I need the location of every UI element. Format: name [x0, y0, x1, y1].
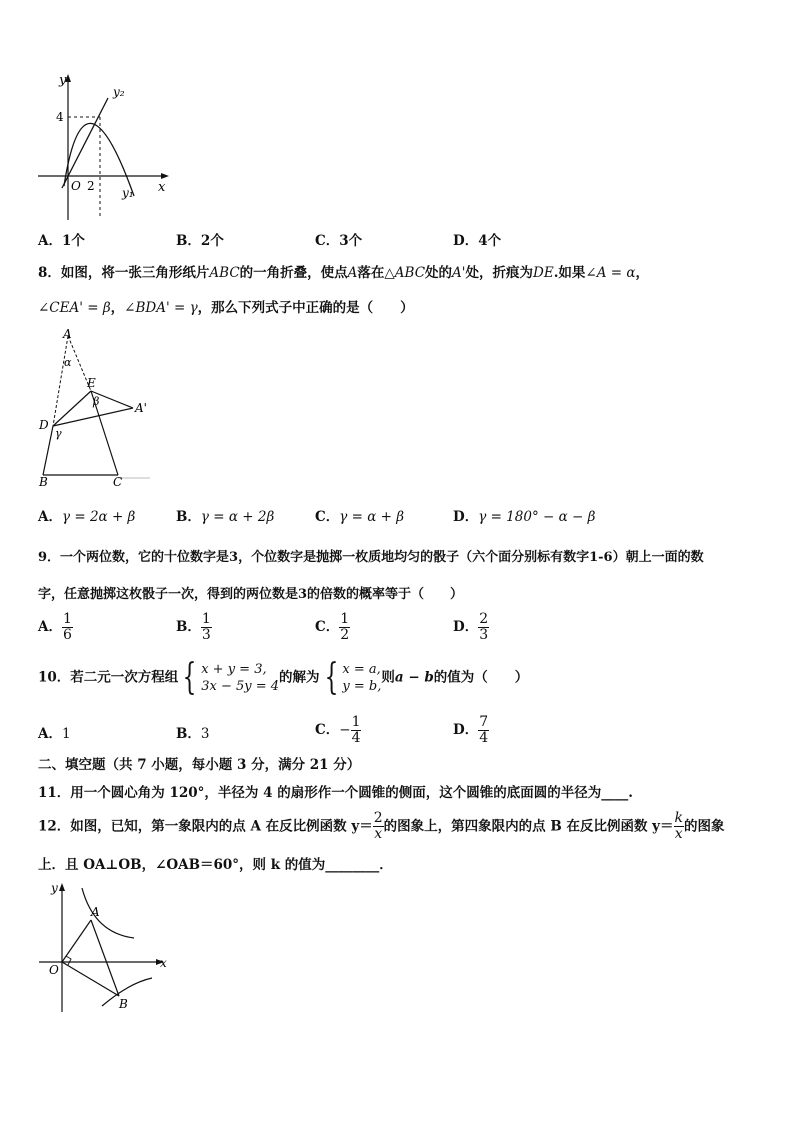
origin-label: O [71, 179, 81, 193]
q10-option-c[interactable] [315, 711, 361, 749]
q9-line1: 9．一个两位数，它的十位数字是3，个位数字是抛掷一枚质地均匀的骰子（六个面分别标有数字1-6）朝上一面的数 [38, 550, 704, 565]
q7-option-d[interactable] [453, 229, 501, 249]
numerator: k [674, 810, 683, 826]
q12-figure [34, 878, 174, 1018]
q10-option-a-letter: A． [38, 726, 62, 742]
q8-text: .如果 [553, 265, 586, 281]
fig-label-e: E [87, 376, 96, 390]
q9-option-c-fraction [339, 612, 350, 643]
q9-option-a-letter: A． [38, 619, 62, 635]
q7-option-d-letter: D． [453, 233, 479, 249]
q9-option-b-letter: B． [176, 619, 201, 635]
q8-angle-a: ∠A = α [585, 265, 636, 281]
q9-option-a[interactable] [38, 608, 73, 646]
x-axis-label: x [158, 180, 166, 195]
denominator: 3 [201, 627, 211, 643]
y1-label: y₁ [122, 186, 134, 200]
y2-label: y₂ [113, 85, 125, 99]
denominator: 2 [340, 627, 350, 643]
numerator: 1 [340, 611, 350, 627]
q8-triangle: △ABC [384, 265, 426, 281]
q12-fraction-k-over-x [674, 811, 684, 842]
q10-option-d[interactable] [453, 711, 489, 749]
q12-line1 [38, 808, 724, 845]
q10-option-b[interactable] [176, 722, 210, 742]
denominator: 6 [62, 627, 72, 643]
q7-option-a-text: 1个 [61, 233, 85, 249]
q12-post: 的图象 [683, 818, 725, 835]
q10-option-c-sign: − [339, 722, 351, 738]
numerator: 7 [479, 714, 489, 730]
q10-solution [342, 661, 381, 695]
q12-pre: 12．如图，已知，第一象限内的点 A 在反比例函数 y＝ [38, 818, 373, 835]
q8-line1 [38, 261, 649, 281]
q8-option-b-text: γ = α + 2β [200, 509, 275, 525]
q8-option-c-letter: C． [315, 509, 340, 525]
fig-label-c: C [113, 475, 123, 488]
fig-label-a: A [63, 328, 72, 341]
fig-label-d: D [39, 418, 49, 432]
q8-text: 的一角折叠，使点 [239, 265, 348, 281]
q8-text: ，那么下列式子中正确的是（ ） [197, 300, 414, 316]
q10-eq1: x + y = 3, [201, 661, 267, 677]
q9-option-a-fraction [62, 612, 73, 643]
q8-text: 落在 [357, 265, 385, 281]
denominator: 4 [479, 730, 489, 746]
q7-option-c-letter: C． [315, 233, 340, 249]
q8-option-b[interactable] [176, 505, 274, 525]
q10-post1: 则 [381, 669, 395, 686]
q8-text: 处，折痕为 [465, 265, 534, 281]
q8-option-c-text: γ = α + β [339, 509, 405, 525]
q10-option-d-fraction [478, 715, 489, 746]
q9-option-c[interactable] [315, 608, 350, 646]
q7-option-c-text: 3个 [339, 233, 363, 249]
fig-label-alpha: α [64, 356, 72, 369]
q12-fraction-2-over-x [373, 811, 384, 842]
q7-option-b[interactable] [176, 229, 224, 249]
q7-option-a[interactable] [38, 229, 85, 249]
q8-figure [30, 328, 160, 488]
fig-label-beta: β [93, 395, 100, 408]
q8-option-d[interactable] [453, 505, 595, 525]
numerator: 2 [373, 810, 383, 826]
q8-option-d-letter: D． [453, 509, 479, 525]
fig-label-b: B [39, 475, 48, 488]
numerator: 1 [201, 611, 211, 627]
q8-option-a[interactable] [38, 505, 135, 525]
denominator: x [674, 826, 683, 842]
q9-option-b-fraction [201, 612, 212, 643]
q8-angle-cea: ∠CEA' = β [38, 300, 111, 316]
q11-stem: 11．用一个圆心角为 120°，半径为 4 的扇形作一个圆锥的侧面，这个圆锥的底面圆的半径为____. [38, 785, 633, 801]
q10-eq2: 3x − 5y = 4 [201, 678, 280, 694]
fig-label-gamma: γ [55, 427, 62, 440]
q7-option-a-letter: A． [38, 233, 62, 249]
numerator: 1 [351, 714, 361, 730]
q8-angle-bda: ∠BDA' = γ [124, 300, 198, 316]
q7-graph [30, 70, 180, 230]
tick-4: 4 [56, 110, 64, 124]
denominator: x [374, 826, 383, 842]
fig-y-label: y [51, 881, 58, 895]
q8-option-a-text: γ = 2α + β [61, 509, 136, 525]
fig-label-a-prime: A' [135, 401, 147, 415]
q10-option-d-letter: D． [453, 722, 479, 738]
y-axis-label: y [59, 73, 67, 88]
q8-option-d-text: γ = 180° − α − β [478, 509, 596, 525]
q10-system [201, 661, 279, 695]
q8-de: DE [533, 265, 554, 281]
q10-option-a-text: 1 [61, 726, 71, 742]
denominator: 4 [351, 730, 361, 746]
fig-b-label: B [119, 997, 128, 1011]
fig-a-label: A [91, 905, 100, 919]
q7-option-b-text: 2个 [200, 233, 224, 249]
q10-expr: a − b [394, 669, 434, 686]
q8-option-b-letter: B． [176, 509, 201, 525]
q9-option-b[interactable] [176, 608, 212, 646]
q8-a: A [347, 265, 358, 281]
q10-option-b-letter: B． [176, 726, 201, 742]
q9-option-d-fraction [478, 612, 489, 643]
numerator: 1 [62, 611, 72, 627]
q8-text: 处的 [425, 265, 453, 281]
q8-a-prime: A' [452, 265, 466, 281]
q10-option-b-text: 3 [200, 726, 210, 742]
q7-option-b-letter: B． [176, 233, 201, 249]
q8-abc: ABC [209, 265, 240, 281]
q10-option-c-fraction [351, 715, 362, 746]
q7-option-c[interactable] [315, 229, 362, 249]
q10-option-a[interactable] [38, 722, 71, 742]
denominator: 3 [479, 627, 489, 643]
q8-text: 8．如图，将一张三角形纸片 [38, 265, 210, 281]
q9-option-d-letter: D． [453, 619, 479, 635]
left-brace-icon: { [324, 656, 338, 698]
q9-option-d[interactable] [453, 608, 489, 646]
q10-option-c-letter: C． [315, 722, 340, 738]
q8-text: ， [635, 265, 649, 281]
q10-sol2: y = b, [342, 678, 382, 694]
left-brace-icon: { [182, 656, 197, 698]
q8-text: ， [110, 300, 125, 316]
q9-line2: 字，任意抛掷这枚骰子一次，得到的两位数是3的倍数的概率等于（ ） [38, 587, 464, 602]
tick-2: 2 [87, 179, 95, 193]
q10-mid: 的解为 [279, 669, 320, 686]
q10-stem [38, 656, 528, 699]
q8-line2 [38, 296, 414, 316]
q7-option-d-text: 4个 [478, 233, 502, 249]
q9-option-c-letter: C． [315, 619, 340, 635]
q10-pre: 10．若二元一次方程组 [38, 669, 179, 686]
fig-o-label: O [49, 963, 59, 977]
q10-post2: 的值为（ ） [433, 669, 529, 686]
q8-option-a-letter: A． [38, 509, 62, 525]
section-heading: 二、填空题（共 7 小题，每小题 3 分，满分 21 分） [38, 757, 361, 773]
q8-option-c[interactable] [315, 505, 404, 525]
fig-x-label: x [160, 956, 167, 970]
numerator: 2 [479, 611, 489, 627]
q10-sol1: x = a, [342, 661, 381, 677]
q12-line2: 上．且 OA⊥OB，∠OAB＝60°，则 k 的值为________． [38, 857, 393, 873]
q12-mid: 的图象上，第四象限内的点 B 在反比例函数 y＝ [383, 818, 674, 835]
